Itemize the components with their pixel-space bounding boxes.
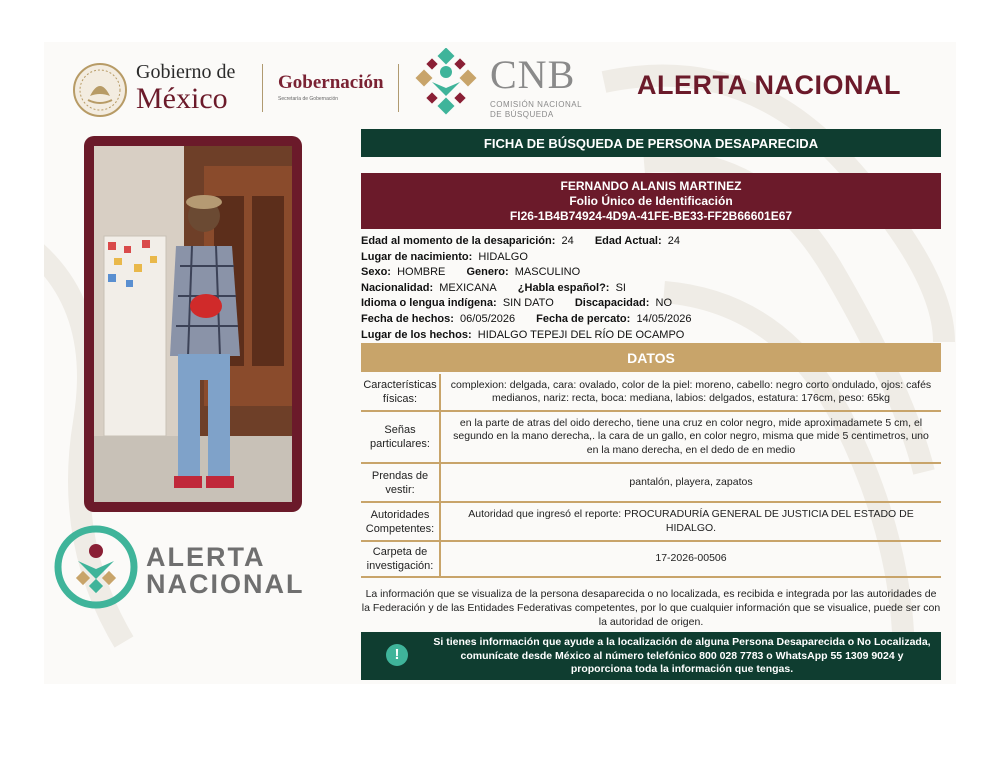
gobernacion-wordmark — [278, 72, 384, 102]
mexico-seal-logo — [72, 62, 128, 118]
field-label: Sexo: — [361, 266, 391, 279]
folio-value: FI26-1B4B74924-4D9A-41FE-BE33-FF2B66601E67 — [509, 208, 793, 223]
contact-footer — [361, 632, 941, 680]
field-value: SIN DATO — [502, 297, 554, 310]
datos-row-prendas — [361, 464, 941, 503]
gobernacion-subtitle: Secretaría de Gobernación — [278, 96, 339, 102]
alerta-nacional-title: ALERTA NACIONAL — [637, 70, 901, 100]
field-value: 24 — [667, 235, 681, 247]
info-row-nacionalidad — [361, 281, 941, 297]
datos-label: Señas particulares: — [370, 424, 430, 450]
datos-row-caracteristicas — [361, 374, 941, 412]
cnb-name-line1: COMISIÓN NACIONAL — [490, 100, 583, 109]
exclamation-icon: ! — [386, 644, 408, 666]
datos-value: 17-2026-00506 — [439, 542, 941, 576]
info-row-nacimiento — [361, 250, 941, 266]
field-value: MEXICANA — [439, 281, 497, 294]
cnb-acronym: CNB — [490, 52, 576, 97]
person-name: FERNANDO ALANIS MARTINEZ — [560, 178, 742, 193]
header-divider — [398, 64, 399, 112]
alerta-nacional-wordmark — [146, 544, 305, 598]
field-label: Lugar de los hechos: — [361, 328, 472, 341]
gobernacion-title: Gobernación — [278, 72, 384, 93]
person-photo — [94, 146, 292, 502]
field-value: 14/05/2026 — [636, 312, 692, 325]
alerta-nacional-logo-icon — [54, 525, 138, 609]
field-label: Lugar de nacimiento: — [361, 250, 473, 263]
datos-row-carpeta — [361, 542, 941, 578]
wordmark-line1: ALERTA — [146, 542, 266, 572]
field-label: ¿Habla español?: — [517, 281, 610, 294]
person-info — [361, 234, 941, 343]
info-row-fechas — [361, 312, 941, 328]
datos-row-senas — [361, 412, 941, 464]
cnb-name-line2: DE BÚSQUEDA — [490, 110, 554, 119]
field-label: Edad Actual: — [594, 235, 662, 247]
info-row-idioma — [361, 296, 941, 312]
folio-label: Folio Único de Identificación — [569, 193, 733, 208]
field-value: HIDALGO TEPEJI DEL RÍO DE OCAMPO — [477, 328, 685, 341]
person-identity-box — [361, 173, 941, 229]
info-row-sexo — [361, 265, 941, 281]
field-label: Idioma o lengua indígena: — [361, 297, 497, 310]
datos-value: en la parte de atras del oido derecho, tiene una cruz en color negro, mide aproximadamete 5 cm, el segundo en la mano derecha,. la cara de un gallo, en color negro, misma que mide 5 centimetros, uno en la mano derecha, en el dedo de en medio — [439, 412, 941, 462]
field-value: 06/05/2026 — [460, 312, 516, 325]
wordmark-line2: NACIONAL — [146, 569, 305, 599]
field-label: Nacionalidad: — [361, 281, 434, 294]
field-label: Genero: — [466, 266, 509, 279]
field-value: NO — [655, 297, 673, 310]
info-row-edad — [361, 234, 941, 250]
datos-header — [361, 343, 941, 372]
datos-value: Autoridad que ingresó el reporte: PROCURADURÍA GENERAL DE JUSTICIA DEL ESTADO DE HIDALGO. — [439, 503, 941, 540]
cnb-logo-icon — [408, 48, 484, 124]
disclaimer-text: La información que se visualiza de la persona desaparecida o no localizada, es recibida e integrada por las autoridades de la Federación y de las Entidades Federativas competentes, por lo que cualquier información que se visualice, puede ser con la autoridad de origen. — [361, 588, 941, 628]
field-value: HIDALGO — [478, 250, 528, 263]
datos-table — [361, 374, 941, 578]
datos-value: pantalón, playera, zapatos — [439, 464, 941, 501]
info-row-lugar-hechos — [361, 328, 941, 344]
field-value: 24 — [561, 235, 574, 247]
field-label: Fecha de percato: — [536, 312, 631, 325]
datos-value: complexion: delgada, cara: ovalado, color de la piel: moreno, cabello: negro corto ondulado, ojos: cafés medianos, nariz: recta, boca: mediana, labios: delgados, estatura: 176cm, peso: 65kg — [439, 374, 941, 410]
field-label: Edad al momento de la desaparición: — [361, 235, 556, 247]
gobierno-de-mexico-wordmark — [136, 62, 235, 114]
datos-title: DATOS — [627, 349, 675, 366]
datos-row-autoridades — [361, 503, 941, 542]
datos-label: Autoridades Competentes: — [365, 508, 435, 535]
ficha-title-bar — [361, 129, 941, 157]
field-value: HOMBRE — [397, 266, 446, 279]
datos-label: Carpeta de investigación: — [366, 546, 434, 572]
field-label: Discapacidad: — [574, 297, 650, 310]
field-value: SI — [615, 281, 626, 294]
cnb-wordmark — [490, 52, 583, 120]
field-label: Fecha de hechos: — [361, 312, 454, 325]
contact-message: Si tienes información que ayude a la localización de alguna Persona Desaparecida o No Localizada, comunícate desde México al número telefónico 800 028 7783 o WhatsApp 55 1309 9024 y proporciona toda la información que tengas. — [433, 636, 931, 675]
gobierno-line: Gobierno de — [136, 61, 236, 83]
mexico-line: México — [136, 82, 228, 115]
ficha-title: FICHA DE BÚSQUEDA DE PERSONA DESAPARECIDA — [483, 135, 819, 151]
datos-label: Características físicas: — [363, 379, 437, 405]
header-divider — [262, 64, 263, 112]
field-value: MASCULINO — [514, 266, 581, 279]
datos-label: Prendas de vestir: — [371, 469, 429, 496]
